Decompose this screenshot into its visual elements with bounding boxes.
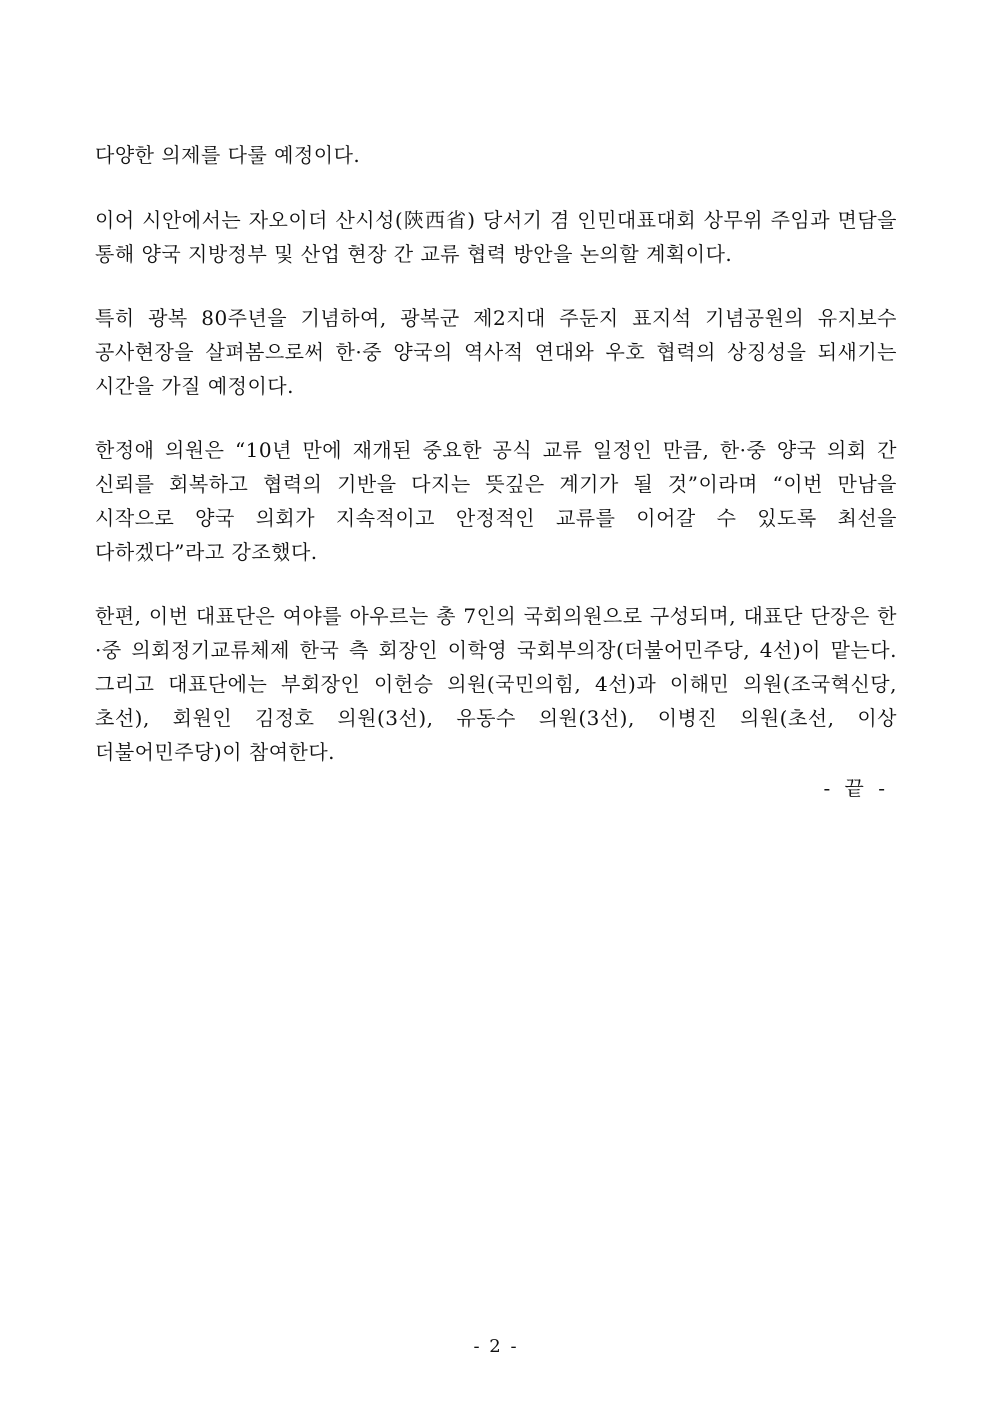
- paragraph-liberation-anniversary: 특히 광복 80주년을 기념하여, 광복군 제2지대 주둔지 표지석 기념공원의 유지보수 공사현장을 살펴봄으로써 한·중 양국의 역사적 연대와 우호 협력의 상징성을 되새기는 시간을 가질 예정이다.: [95, 306, 897, 398]
- document-body: [95, 138, 897, 805]
- paragraph-agenda: 다양한 의제를 다룰 예정이다.: [95, 143, 361, 167]
- paragraph-quote: 한정애 의원은 “10년 만에 재개된 중요한 공식 교류 일정인 만큼, 한·중 양국 의회 간 신뢰를 회복하고 협력의 기반을 다지는 뜻깊은 계기가 될 것”이라며 “이번 만남을 시작으로 양국 의회가 지속적이고 안정적인 교류를 이어갈 수 있도록 최선을 다하겠다”라고 강조했다.: [95, 438, 897, 564]
- paragraph-delegation: 한편, 이번 대표단은 여야를 아우르는 총 7인의 국회의원으로 구성되며, 대표단 단장은 한·중 의회정기교류체제 한국 측 회장인 이학영 국회부의장(더불어민주당, 4선)이 맡는다. 그리고 대표단에는 부회장인 이헌승 의원(국민의힘, 4선)과 이해민 의원(조국혁신당, 초선), 회원인 김정호 의원(3선), 유동수 의원(3선), 이병진 의원(초선, 이상 더불어민주당)이 참여한다.: [95, 604, 897, 764]
- paragraph-xian-meeting: 이어 시안에서는 자오이더 산시성(陝西省) 당서기 겸 인민대표대회 상무위 주임과 면담을 통해 양국 지방정부 및 산업 현장 간 교류 협력 방안을 논의할 계획이다.: [95, 208, 897, 266]
- end-mark: - 끝 -: [823, 776, 889, 800]
- page-number: - 2 -: [473, 1336, 519, 1357]
